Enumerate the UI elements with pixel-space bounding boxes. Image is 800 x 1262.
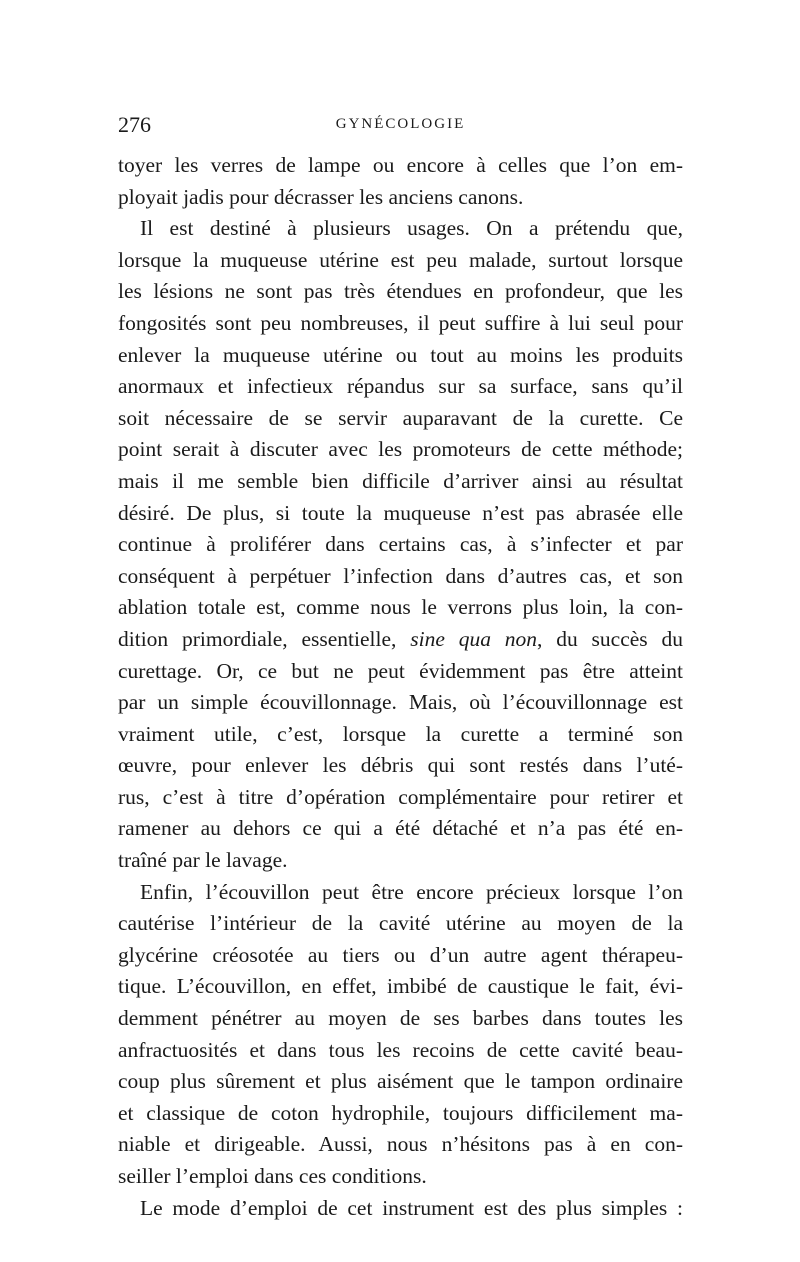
text-line: continue à proliférer dans certains cas, à s’infecter et par	[118, 532, 683, 557]
body-text	[118, 150, 683, 1224]
text-line: curettage. Or, ce but ne peut évidemment pas être atteint	[118, 658, 683, 683]
text-line: Enfin, l’écouvillon peut être encore précieux lorsque l’on	[140, 879, 683, 904]
text-line: seiller l’emploi dans ces conditions.	[118, 1164, 427, 1188]
text-line: toyer les verres de lampe ou encore à celles que l’on em-	[118, 153, 683, 177]
text-line: par un simple écouvillonnage. Mais, où l’écouvillonnage est	[118, 690, 683, 715]
text-line: niable et dirigeable. Aussi, nous n’hésitons pas à en con-	[118, 1132, 683, 1157]
page-number: 276	[118, 112, 151, 137]
text-line: Il est destiné à plusieurs usages. On a prétendu que,	[140, 216, 683, 241]
text-line: rus, c’est à titre d’opération complémentaire pour retirer et	[118, 784, 683, 809]
text-line: désiré. De plus, si toute la muqueuse n’est pas abrasée elle	[118, 500, 683, 525]
text-line: les lésions ne sont pas très étendues en profondeur, que les	[118, 279, 683, 304]
text-line: point serait à discuter avec les promoteurs de cette méthode;	[118, 437, 683, 462]
text-line: œuvre, pour enlever les débris qui sont restés dans l’uté-	[118, 753, 683, 778]
text-line: vraiment utile, c’est, lorsque la curette a terminé son	[118, 721, 683, 746]
text-line: anormaux et infectieux répandus sur sa surface, sans qu’il	[118, 374, 683, 399]
text-line: cautérise l’intérieur de la cavité utérine au moyen de la	[118, 911, 683, 936]
text-line: lorsque la muqueuse utérine est peu malade, surtout lorsque	[118, 247, 683, 272]
text-line: Le mode d’emploi de cet instrument est des plus simples :	[140, 1195, 683, 1220]
running-title: GYNÉCOLOGIE	[335, 116, 466, 132]
text-line: ramener au dehors ce qui a été détaché et n’a pas été en-	[118, 816, 683, 841]
text-line: et classique de coton hydrophile, toujours difficilement ma-	[118, 1100, 683, 1125]
text-line: mais il me semble bien difficile d’arriver ainsi au résultat	[118, 468, 683, 493]
text-line: glycérine créosotée au tiers ou d’un autre agent thérapeu-	[118, 942, 683, 967]
text-line: conséquent à perpétuer l’infection dans d’autres cas, et son	[118, 563, 683, 588]
text-line: ployait jadis pour décrasser les anciens canons.	[118, 184, 524, 209]
page-header	[118, 112, 683, 142]
text-line: tique. L’écouvillon, en effet, imbibé de caustique le fait, évi-	[118, 974, 683, 999]
text-line: fongosités sont peu nombreuses, il peut suffire à lui seul pour	[118, 310, 683, 335]
text-line: dition primordiale, essentielle, sine qua non, du succès du	[118, 626, 683, 651]
text-line: anfractuosités et dans tous les recoins de cette cavité beau-	[118, 1037, 683, 1062]
text-line: demment pénétrer au moyen de ses barbes dans toutes les	[118, 1006, 683, 1031]
text-line: traîné par le lavage.	[118, 848, 288, 873]
text-line: ablation totale est, comme nous le verrons plus loin, la con-	[118, 595, 683, 620]
text-line: soit nécessaire de se servir auparavant de la curette. Ce	[118, 405, 683, 430]
text-line: coup plus sûrement et plus aisément que le tampon ordinaire	[118, 1069, 683, 1094]
text-line: enlever la muqueuse utérine ou tout au moins les produits	[118, 342, 683, 367]
